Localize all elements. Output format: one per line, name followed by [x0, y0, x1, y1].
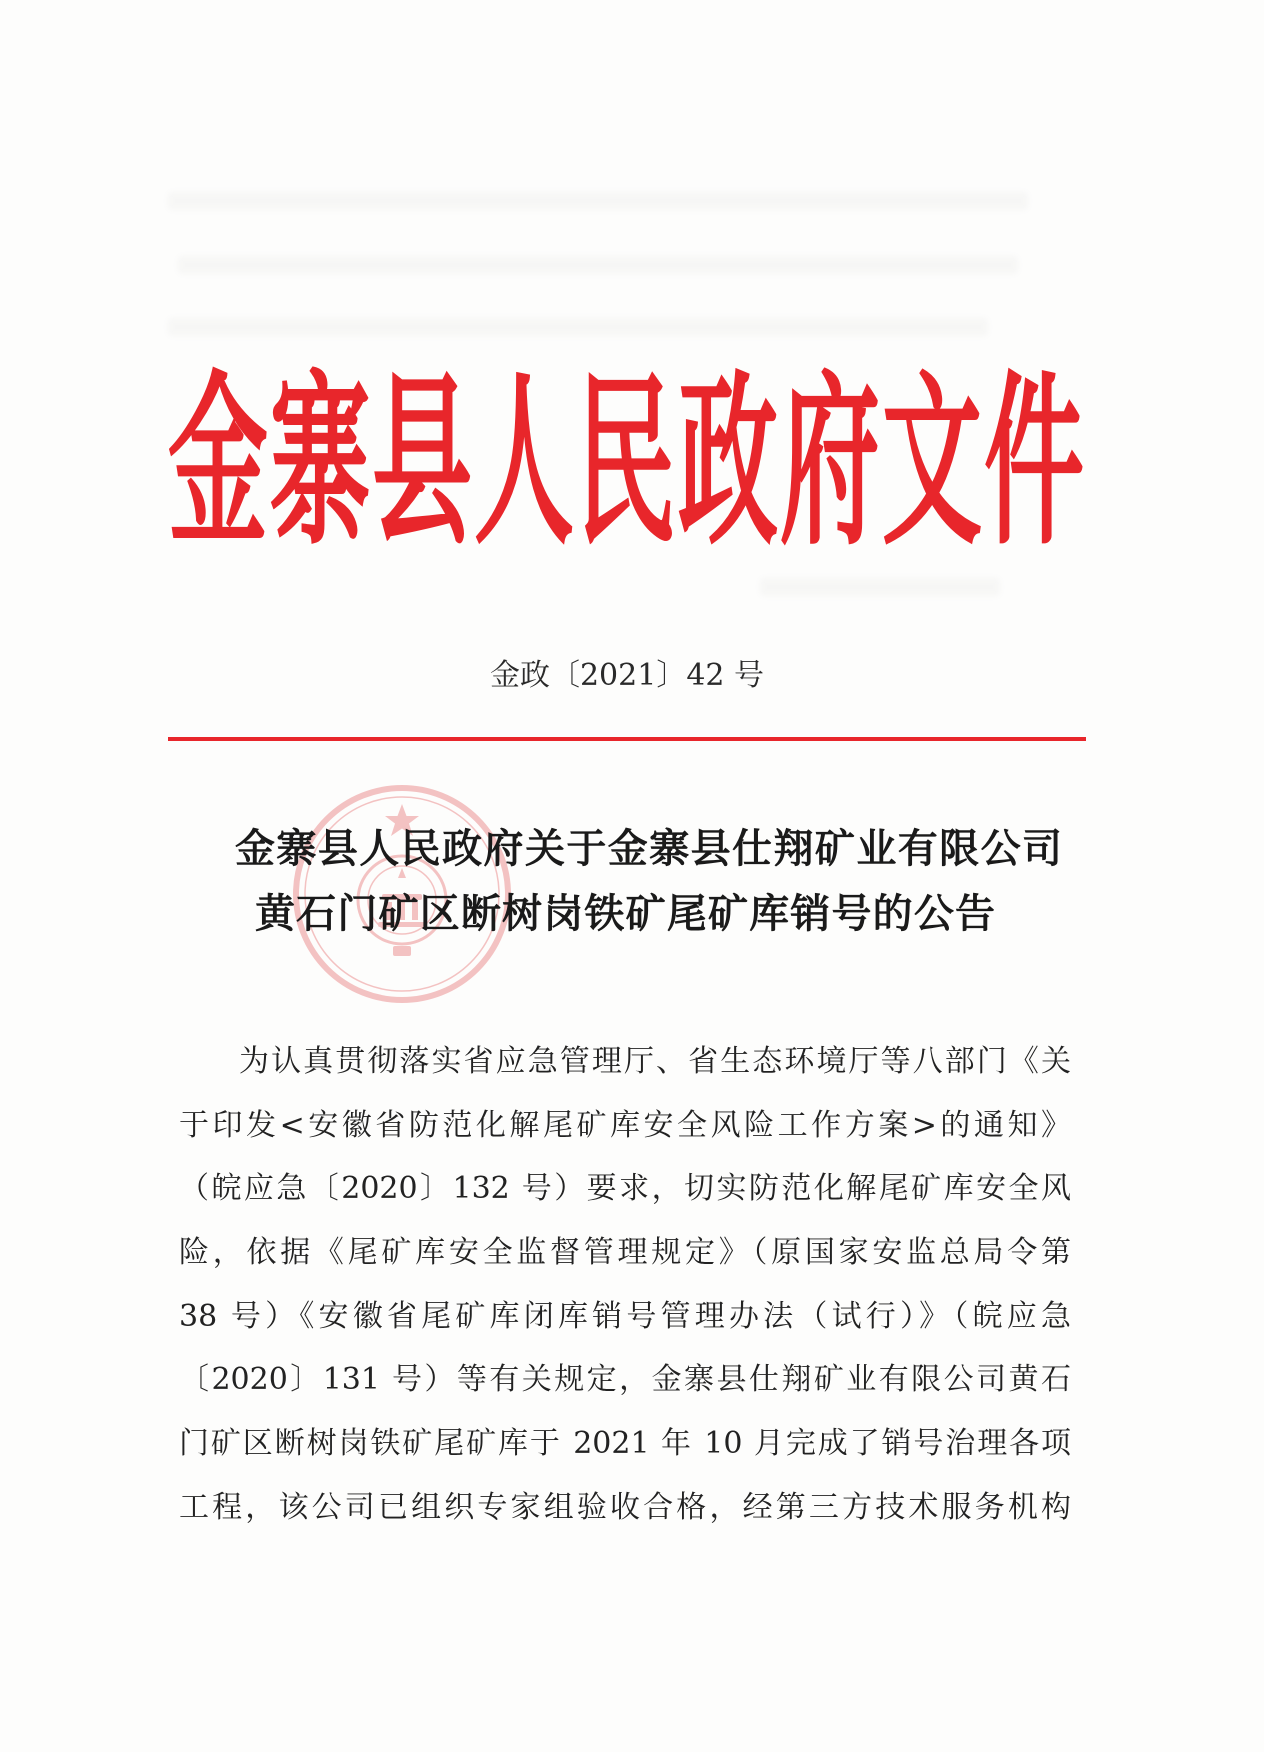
notice-title-line-1: 金寨县人民政府关于金寨县仕翔矿业有限公司: [235, 825, 1062, 872]
body-line: 〔2020〕131 号）等有关规定，金寨县仕翔矿业有限公司黄石: [179, 1362, 1071, 1398]
notice-title-line-2: 黄石门矿区断树岗铁矿尾矿库销号的公告: [255, 890, 995, 937]
body-line: 工程，该公司已组织专家组验收合格，经第三方技术服务机构: [179, 1489, 1071, 1525]
body-line: 为认真贯彻落实省应急管理厅、省生态环境厅等八部门《关: [239, 1044, 1071, 1079]
body-line: 门矿区断树岗铁矿尾矿库于 2021 年 10 月完成了销号治理各项: [179, 1426, 1071, 1462]
bleed-through-mark: [178, 256, 1018, 274]
bleed-through-mark: [168, 318, 988, 336]
notice-body: [179, 1030, 1071, 1540]
document-masthead: 金寨县人民政府文件: [168, 352, 1086, 571]
document-number: 金政〔2021〕42 号: [489, 658, 765, 693]
body-line: 38 号）《安徽省尾矿库闭库销号管理办法（试行）》（皖应急: [179, 1298, 1071, 1334]
body-line: 于印发<安徽省防范化解尾矿库安全风险工作方案>的通知》: [179, 1107, 1071, 1143]
masthead-red-rule: [168, 737, 1086, 741]
bleed-through-mark: [760, 578, 1000, 596]
body-line: （皖应急〔2020〕132 号）要求，切实防范化解尾矿库安全风: [179, 1171, 1071, 1207]
bleed-through-mark: [168, 192, 1028, 210]
body-line: 险，依据《尾矿库安全监督管理规定》（原国家安监总局令第: [179, 1235, 1071, 1271]
